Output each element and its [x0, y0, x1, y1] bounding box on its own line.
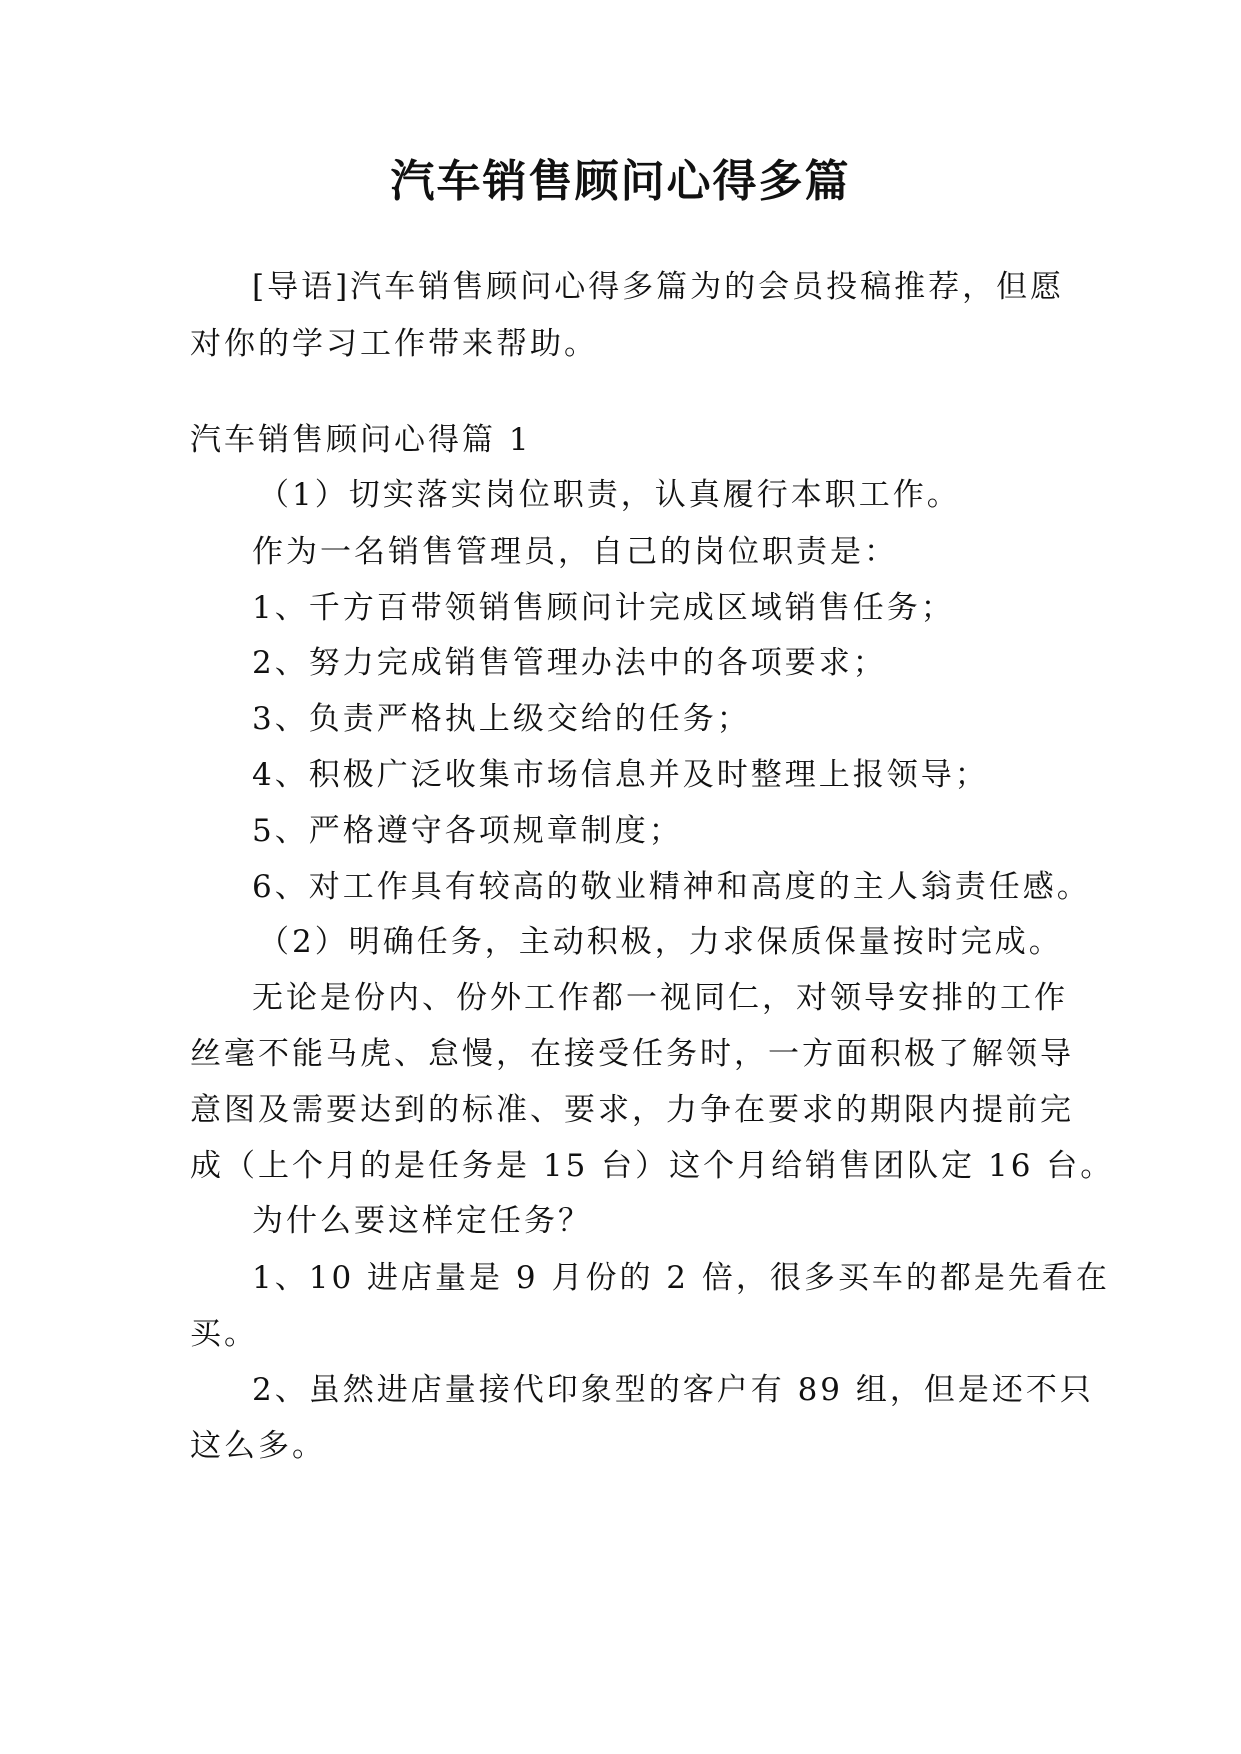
- list-item: 6、对工作具有较高的敬业精神和高度的主人翁责任感。: [252, 869, 1091, 905]
- paragraph-line: 无论是份内、份外工作都一视同仁，对领导安排的工作: [252, 980, 1068, 1016]
- section-heading: 汽车销售顾问心得篇 1: [190, 422, 532, 458]
- document-title: 汽车销售顾问心得多篇: [390, 156, 851, 207]
- intro-line-1: [导语]汽车销售顾问心得多篇为的会员投稿推荐，但愿: [252, 269, 1065, 305]
- list-item: 3、负责严格执上级交给的任务；: [252, 701, 751, 737]
- list-item: 5、严格遵守各项规章制度；: [252, 813, 683, 849]
- list-item: 2、虽然进店量接代印象型的客户有 89 组，但是还不只: [252, 1372, 1094, 1408]
- paragraph-line: 丝毫不能马虎、怠慢，在接受任务时，一方面积极了解领导: [190, 1036, 1074, 1072]
- intro-line-2: 对你的学习工作带来帮助。: [190, 326, 598, 362]
- paragraph-line: 作为一名销售管理员，自己的岗位职责是：: [252, 534, 898, 570]
- paragraph-line: 这么多。: [190, 1428, 326, 1464]
- list-item: 1、千方百带领销售顾问计完成区域销售任务；: [252, 590, 955, 626]
- paragraph-line: 为什么要这样定任务？: [252, 1203, 592, 1239]
- paragraph-line: 买。: [190, 1316, 258, 1352]
- paragraph-line: 成（上个月的是任务是 15 台）这个月给销售团队定 16 台。: [190, 1148, 1115, 1184]
- list-item: 4、积极广泛收集市场信息并及时整理上报领导；: [252, 757, 989, 793]
- paragraph-line: 意图及需要达到的标准、要求，力争在要求的期限内提前完: [190, 1092, 1074, 1128]
- paragraph-line: （2）明确任务，主动积极，力求保质保量按时完成。: [258, 924, 1063, 960]
- list-item: 1、10 进店量是 9 月份的 2 倍，很多买车的都是先看在: [252, 1260, 1110, 1296]
- list-item: 2、努力完成销售管理办法中的各项要求；: [252, 645, 887, 681]
- paragraph-line: （1）切实落实岗位职责，认真履行本职工作。: [258, 477, 961, 513]
